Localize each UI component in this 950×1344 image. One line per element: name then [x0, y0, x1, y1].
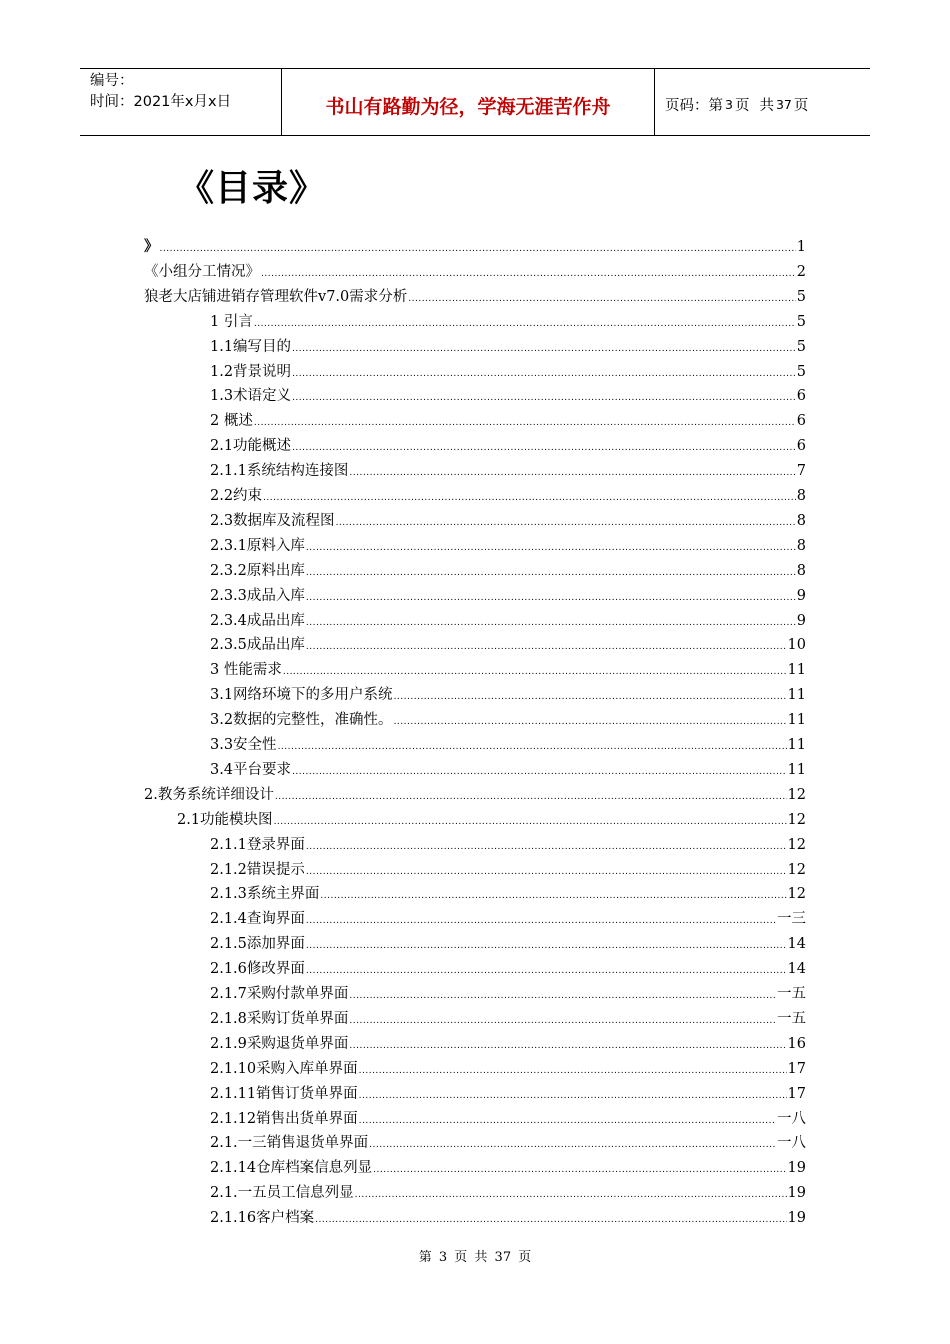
toc-entry-label: 2.1.12销售出货单界面 [210, 1111, 358, 1127]
toc-leader-dots [274, 815, 787, 829]
toc-leader-dots [359, 1089, 787, 1103]
toc-entry-label: 2.2约束 [210, 488, 263, 504]
toc-entry[interactable] [210, 979, 806, 1003]
toc-entry-page: 14 [787, 936, 806, 952]
toc-leader-dots [263, 491, 796, 505]
toc-leader-dots [254, 416, 796, 430]
toc-entry[interactable] [210, 830, 806, 854]
toc-entry-page: 12 [787, 862, 806, 878]
toc-entry[interactable] [210, 755, 806, 779]
toc-leader-dots [292, 391, 796, 405]
toc-entry-page: 19 [787, 1160, 806, 1176]
toc-entry[interactable] [210, 406, 806, 430]
toc-leader-dots [306, 964, 787, 978]
toc-entry-label: 2.1.一五员工信息列显 [210, 1185, 354, 1201]
page-footer: 第 3 页 共 37 页 [418, 1250, 532, 1265]
toc-entry-page: 11 [787, 762, 806, 778]
toc-entry-page: 8 [796, 488, 806, 504]
toc-entry[interactable] [210, 1054, 806, 1078]
toc-entry[interactable] [144, 232, 806, 256]
toc-leader-dots [292, 342, 796, 356]
toc-entry-page: 17 [787, 1061, 806, 1077]
document-number-label: 编号： [90, 73, 134, 89]
toc-entry-label: 2.3数据库及流程图 [210, 513, 335, 529]
toc-entry[interactable] [210, 954, 806, 978]
toc-entry-label: 3.3安全性 [210, 737, 277, 753]
toc-leader-dots [283, 665, 787, 679]
toc-entry-page: 6 [796, 388, 806, 404]
toc-entry[interactable] [210, 1153, 806, 1177]
toc-entry-page: 10 [787, 637, 806, 653]
toc-entry-label: 1 引言 [210, 314, 253, 330]
toc-entry-page: 11 [787, 662, 806, 678]
toc-leader-dots [369, 1138, 776, 1152]
toc-entry-label: 3.2数据的完整性，准确性。 [210, 712, 393, 728]
toc-leader-dots [394, 690, 787, 704]
toc-entry[interactable] [210, 1128, 806, 1152]
toc-entry-label: 》 [144, 238, 159, 255]
toc-entry-page: 12 [787, 886, 806, 902]
toc-entry-page: 17 [787, 1086, 806, 1102]
toc-entry[interactable] [210, 481, 806, 505]
toc-entry-label: 2.1功能模块图 [177, 812, 273, 828]
toc-entry[interactable] [210, 381, 806, 405]
page-total: 37 [775, 96, 792, 112]
toc-entry-label: 1.3术语定义 [210, 388, 292, 404]
toc-entry-label: 2.1.8采购订货单界面 [210, 1011, 349, 1027]
toc-leader-dots [254, 317, 796, 331]
toc-entry-page: 1 [796, 239, 806, 255]
toc-entry-label: 2 概述 [210, 413, 253, 429]
toc-leader-dots [278, 740, 787, 754]
toc-entry-label: 1.2背景说明 [210, 364, 292, 380]
toc-entry-label: 2.3.4成品出库 [210, 613, 305, 629]
toc-leader-dots [306, 591, 796, 605]
toc-leader-dots [306, 640, 787, 654]
toc-entry-page: 5 [796, 364, 806, 380]
toc-entry[interactable] [210, 456, 806, 480]
toc-entry-page: 8 [796, 538, 806, 554]
toc-entry-page: 7 [796, 463, 806, 479]
toc-entry-label: 《小组分工情况》 [144, 264, 260, 280]
toc-leader-dots [394, 715, 787, 729]
toc-entry[interactable] [210, 705, 806, 729]
toc-entry-page: 9 [796, 588, 806, 604]
toc-entry[interactable] [177, 805, 806, 829]
toc-entry[interactable] [210, 1004, 806, 1028]
toc-entry[interactable] [210, 357, 806, 381]
document-time-label: 时间：2021年x月x日 [90, 94, 232, 110]
toc-entry[interactable] [210, 556, 806, 580]
toc-entry-page: 一五 [777, 1011, 806, 1027]
toc-entry-page: 16 [787, 1036, 806, 1052]
toc-entry-label: 2.3.3成品入库 [210, 588, 305, 604]
toc-entry[interactable] [210, 630, 806, 654]
toc-entry[interactable] [210, 730, 806, 754]
toc-entry-page: 8 [796, 513, 806, 529]
toc-entry-label: 3.4平台要求 [210, 762, 292, 778]
toc-entry-page: 6 [796, 413, 806, 429]
toc-entry[interactable] [144, 257, 806, 281]
toc-entry[interactable] [144, 780, 806, 804]
toc-entry[interactable] [210, 1079, 806, 1103]
toc-leader-dots [320, 889, 786, 903]
page-header [80, 68, 870, 136]
toc-leader-dots [275, 790, 787, 804]
toc-leader-dots [306, 566, 796, 580]
toc-leader-dots [292, 765, 786, 779]
toc-leader-dots [336, 516, 796, 530]
toc-entry-label: 2.3.1原料入库 [210, 538, 305, 554]
toc-entry-page: 6 [796, 438, 806, 454]
toc-entry-label: 2.1.5添加界面 [210, 936, 305, 952]
toc-entry-page: 2 [796, 264, 806, 280]
toc-leader-dots [306, 939, 787, 953]
toc-entry-label: 3.1网络环境下的多用户系统 [210, 687, 393, 703]
toc-entry-label: 1.1编写目的 [210, 339, 292, 355]
toc-leader-dots [349, 466, 795, 480]
toc-leader-dots [306, 616, 796, 630]
toc-entry-page: 11 [787, 737, 806, 753]
header-motto: 书山有路勤为径，学海无涯苦作舟 [282, 69, 655, 135]
toc-entry[interactable] [210, 531, 806, 555]
toc-leader-dots [408, 292, 796, 306]
toc-entry-label: 2.教务系统详细设计 [144, 787, 274, 803]
toc-entry-label: 2.1功能概述 [210, 438, 292, 454]
toc-entry-label: 2.1.2错误提示 [210, 862, 305, 878]
toc-leader-dots [373, 1163, 786, 1177]
toc-leader-dots [315, 1213, 786, 1227]
toc-leader-dots [306, 914, 776, 928]
toc-entry-page: 11 [787, 687, 806, 703]
toc-entry-label: 2.1.7采购付款单界面 [210, 986, 349, 1002]
page-prefix: 页码：第 [665, 97, 723, 114]
toc-entry-page: 一五 [777, 986, 806, 1002]
toc-entry-page: 9 [796, 613, 806, 629]
page-suffix: 页 [793, 97, 809, 114]
toc-leader-dots [349, 1014, 776, 1028]
toc-title: 《目录》 [178, 168, 327, 209]
toc-leader-dots [306, 541, 796, 555]
toc-entry[interactable] [210, 929, 806, 953]
toc-entry-page: 12 [787, 787, 806, 803]
toc-entry[interactable] [210, 655, 806, 679]
toc-entry-label: 3 性能需求 [210, 662, 282, 678]
toc-leader-dots [292, 367, 796, 381]
toc-entry[interactable] [210, 431, 806, 455]
toc-entry-label: 2.3.2原料出库 [210, 563, 305, 579]
toc-entry[interactable] [210, 1178, 806, 1202]
page-mid: 页 [734, 97, 750, 114]
toc-entry-page: 一八 [777, 1135, 806, 1151]
toc-entry[interactable] [210, 332, 806, 356]
toc-entry-page: 5 [796, 289, 806, 305]
toc-entry[interactable] [210, 307, 806, 331]
toc-leader-dots [349, 989, 776, 1003]
toc-entry-label: 2.1.9采购退货单界面 [210, 1036, 349, 1052]
toc-leader-dots [160, 242, 796, 256]
toc-entry[interactable] [210, 904, 806, 928]
toc-entry-page: 11 [787, 712, 806, 728]
toc-entry-page: 12 [787, 812, 806, 828]
toc-entry[interactable] [210, 680, 806, 704]
toc-entry-label: 2.1.3系统主界面 [210, 886, 320, 902]
toc-entry-label: 2.1.14仓库档案信息列显 [210, 1160, 373, 1176]
toc-entry[interactable] [210, 879, 806, 903]
toc-entry[interactable] [210, 606, 806, 630]
toc-leader-dots [349, 1039, 786, 1053]
toc-entry-page: 一三 [777, 911, 806, 927]
toc-entry[interactable] [210, 1029, 806, 1053]
toc-entry-page: 19 [787, 1210, 806, 1226]
toc-entry-page: 14 [787, 961, 806, 977]
toc-entry-page: 5 [796, 314, 806, 330]
toc-leader-dots [261, 267, 796, 281]
toc-leader-dots [359, 1114, 776, 1128]
toc-entry-label: 2.1.1登录界面 [210, 837, 305, 853]
toc-entry-label: 2.1.1系统结构连接图 [210, 463, 349, 479]
toc-leader-dots [355, 1188, 787, 1202]
toc-leader-dots [359, 1064, 787, 1078]
toc-entry-label: 2.1.11销售订货单界面 [210, 1086, 358, 1102]
toc-entry[interactable] [210, 855, 806, 879]
toc-entry-label: 2.3.5成品出库 [210, 637, 305, 653]
toc-entry-label: 狼老大店铺进销存管理软件v7.0需求分析 [144, 289, 408, 305]
toc-entry-label: 2.1.一三销售退货单界面 [210, 1135, 369, 1151]
toc-entry-page: 12 [787, 837, 806, 853]
toc-entry-label: 2.1.16客户档案 [210, 1210, 315, 1226]
toc-entry-label: 2.1.4查询界面 [210, 911, 305, 927]
header-page-info [655, 69, 870, 135]
toc-entry-page: 8 [796, 563, 806, 579]
page-total-prefix: 共 [759, 97, 774, 114]
toc-entry[interactable] [210, 506, 806, 530]
toc-leader-dots [306, 865, 787, 879]
toc-entry-label: 2.1.6修改界面 [210, 961, 305, 977]
toc-entry-page: 一八 [777, 1111, 806, 1127]
toc-leader-dots [306, 840, 787, 854]
toc-leader-dots [292, 441, 796, 455]
header-meta [80, 69, 282, 135]
toc-entry[interactable] [210, 581, 806, 605]
toc-entry[interactable] [210, 1104, 806, 1128]
toc-entry-page: 19 [787, 1185, 806, 1201]
toc-entry[interactable] [210, 1203, 806, 1227]
toc-entry[interactable] [144, 282, 806, 306]
toc-entry-label: 2.1.10采购入库单界面 [210, 1061, 358, 1077]
toc-entry-page: 5 [796, 339, 806, 355]
page-current: 3 [725, 96, 733, 112]
